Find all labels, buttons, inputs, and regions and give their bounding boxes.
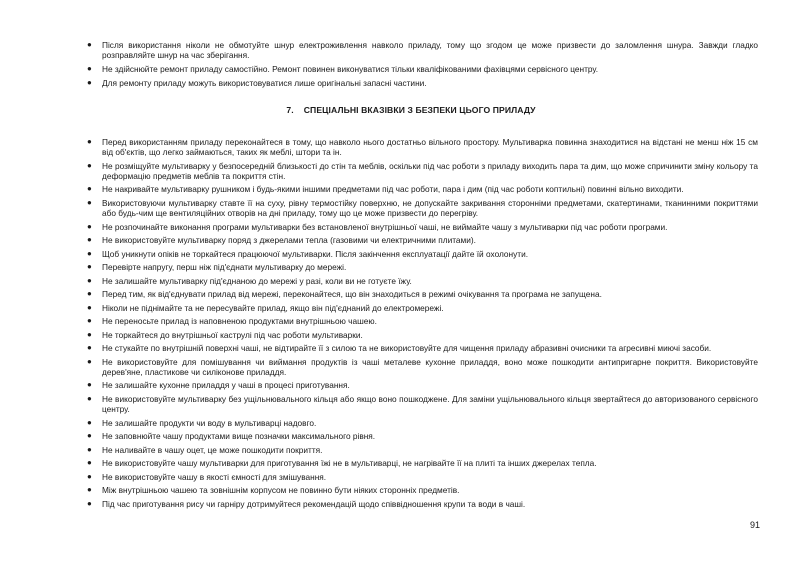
list-item: ● Не використовуйте чашу мультиварки для приготування їжі не в мультиварці, не нагрівайте її на плиті та інших джерелах тепла. xyxy=(87,458,597,469)
bullet-icon: ● xyxy=(87,380,92,390)
list-item: ● Використовуючи мультиварку ставте її на суху, рівну термостійку поверхню, не допускайте закривання сторонніми предметами, скатертинами, тканинними покриттями або будь-чим ще вентиляційних отворів на дні приладу, тому що це може призвести до перегріву. xyxy=(87,197,758,219)
list-item: ● Не переносьте прилад із наповненою продуктами внутрішньою чашею. xyxy=(87,316,377,327)
bullet-icon: ● xyxy=(87,275,92,285)
list-item: ● Не використовуйте мультиварку без ущільнювального кільця або якщо воно пошкоджене. Для заміни ущільнювального кільця звертайтеся до авторизованого сервісного центру. xyxy=(87,393,758,415)
list-item: ● Не залишайте мультиварку під'єднаною до мережі у разі, коли ви не готуєте їжу. xyxy=(87,275,412,286)
list-item: ● Для ремонту приладу можуть використовуватися лише оригінальні запасні частини. xyxy=(87,77,427,88)
bullet-icon: ● xyxy=(87,262,92,272)
bullet-icon: ● xyxy=(87,184,92,194)
page-number: 91 xyxy=(749,520,760,530)
bullet-icon: ● xyxy=(87,356,92,366)
list-item: ● Не залишайте кухонне приладдя у чаші в процесі приготування. xyxy=(87,380,350,391)
bullet-icon: ● xyxy=(87,316,92,326)
bullet-icon: ● xyxy=(87,498,92,508)
intro-bullet-list xyxy=(87,40,758,91)
bullet-icon: ● xyxy=(87,235,92,245)
bullet-icon: ● xyxy=(87,221,92,231)
list-item: ● Не наливайте в чашу оцет, це може пошкодити покриття. xyxy=(87,444,323,455)
list-item: ● Ніколи не піднімайте та не пересувайте прилад, якщо він під'єднаний до електромережі. xyxy=(87,302,444,313)
list-item: ● Між внутрішньою чашею та зовнішнім корпусом не повинно бути ніяких сторонніх предметів. xyxy=(87,485,460,496)
bullet-icon: ● xyxy=(87,393,92,403)
bullet-icon: ● xyxy=(87,197,92,207)
bullet-icon: ● xyxy=(87,248,92,258)
list-item: ● Перед використанням приладу переконайтеся в тому, що навколо нього достатньо вільного простору. Мультиварка повинна знаходитися на відстані не менш ніж 15 см від об'єктів, що легко займаються, таких як меблі, штори та ін. xyxy=(87,137,758,158)
bullet-icon: ● xyxy=(87,302,92,312)
list-item: ● Під час приготування рису чи гарніру дотримуйтеся рекомендацій щодо співвідношення крупи та води в чаші. xyxy=(87,498,526,509)
bullet-icon: ● xyxy=(87,77,92,87)
bullet-icon: ● xyxy=(87,431,92,441)
bullet-icon: ● xyxy=(87,458,92,468)
list-item: ● Перевірте напругу, перш ніж під'єднати мультиварку до мережі. xyxy=(87,262,347,273)
bullet-icon: ● xyxy=(87,444,92,454)
list-item: ● Не використовуйте мультиварку поряд з джерелами тепла (газовими чи електричними плитами). xyxy=(87,235,476,246)
bullet-icon: ● xyxy=(87,40,92,49)
list-item: ● Не використовуйте для помішування чи виймання продуктів із чаші металеве кухонне приладдя, воно може пошкодити антипригарне покриття. Використовуйте дерев'яне, пластикове чи силіконове приладдя. xyxy=(87,356,758,377)
bullet-icon: ● xyxy=(87,137,92,146)
bullet-icon: ● xyxy=(87,471,92,481)
bullet-icon: ● xyxy=(87,485,92,495)
bullet-icon: ● xyxy=(87,329,92,339)
list-item: ● Не розміщуйте мультиварку у безпосередній близькості до стін та меблів, оскільки під час роботи з приладу виходить пара та дим, що може спричинити зміну кольору та деформацію предметів меблів та покриття стін. xyxy=(87,160,758,181)
section-title: СПЕЦІАЛЬНІ ВКАЗІВКИ З БЕЗПЕКИ ЦЬОГО ПРИЛАДУ xyxy=(303,105,536,115)
bullet-icon: ● xyxy=(87,160,92,170)
list-item: ● Не розпочинайте виконання програми мультиварки без встановленої внутрішньої чаші, не виймайте чашу з мультиварки під час роботи програми. xyxy=(87,221,668,232)
bullet-icon: ● xyxy=(87,343,92,353)
section-number: 7. xyxy=(286,105,294,115)
list-item: ● Не заповнюйте чашу продуктами вище позначки максимального рівня. xyxy=(87,431,376,442)
section-heading xyxy=(0,105,800,115)
bullet-icon: ● xyxy=(87,289,92,299)
list-item: ● Щоб уникнути опіків не торкайтеся працюючої мультиварки. Після закінчення експлуатації дайте їй охолонути. xyxy=(87,248,529,259)
list-item: ● Не накривайте мультиварку рушником і будь-якими іншими предметами під час роботи, пара і дим (під час роботи коптильні) повинні вільно виходити. xyxy=(87,184,684,195)
list-item: ● Перед тим, як від'єднувати прилад від мережі, переконайтеся, що він знаходиться в режимі очікування та програма не запущена. xyxy=(87,289,602,300)
list-item: ● Не стукайте по внутрішній поверхні чаші, не відтирайте її з силою та не використовуйте для чищення приладу абразивні очисники та агресивні миючі засоби. xyxy=(87,343,712,354)
list-item: ● Не залишайте продукти чи воду в мультиварці надовго. xyxy=(87,417,317,428)
list-item: ● Не здійснюйте ремонт приладу самостійно. Ремонт повинен виконуватися тільки кваліфікованими фахівцями сервісного центру. xyxy=(87,63,599,74)
bullet-icon: ● xyxy=(87,63,92,73)
safety-bullet-list xyxy=(87,137,758,512)
list-item: ● Не використовуйте чашу в якості ємності для змішування. xyxy=(87,471,327,482)
bullet-icon: ● xyxy=(87,417,92,427)
list-item: ● Після використання ніколи не обмотуйте шнур електроживлення навколо приладу, тому що згодом це може призвести до заломлення шнура. Завжди гладко розправляйте шнур на час зберігання. xyxy=(87,40,758,61)
list-item: ● Не торкайтеся до внутрішньої каструлі під час роботи мультиварки. xyxy=(87,329,363,340)
